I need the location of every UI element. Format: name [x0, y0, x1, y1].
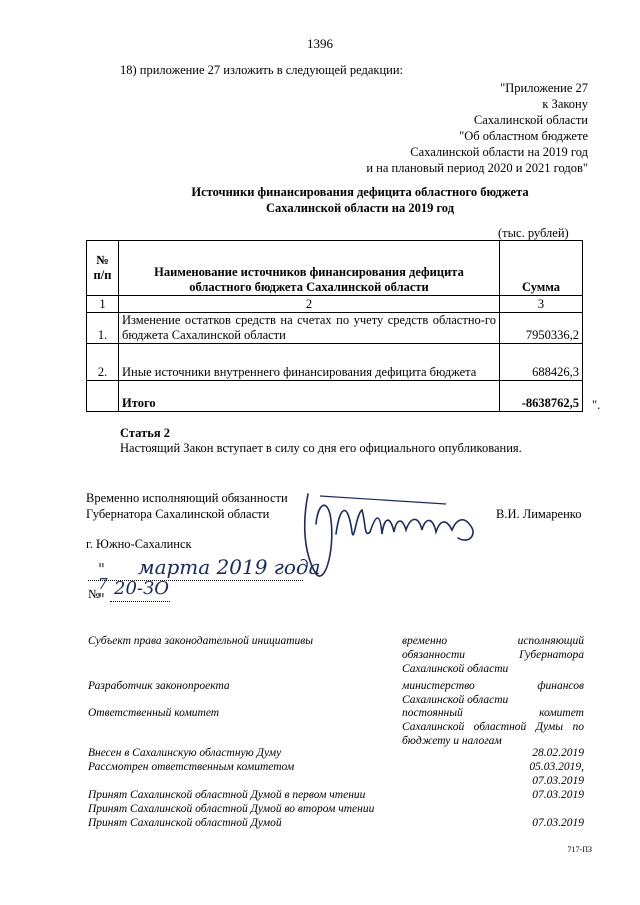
event-label: Внесен в Сахалинскую областную Думу [88, 747, 282, 759]
total-sum: -8638762,5 [500, 381, 583, 412]
row-sum: 7950336,2 [500, 313, 583, 344]
title-line: Источники финансирования дефицита областного бюджета [191, 185, 529, 199]
position-line: Губернатора Сахалинской области [86, 507, 270, 521]
meta-line: обязанности Губернатора [402, 649, 584, 661]
appendix-line: Сахалинской области на 2019 год [410, 145, 588, 159]
page-number: 1396 [307, 36, 333, 51]
doc-number-underline [110, 601, 170, 602]
date-month-year: марта 2019 года [138, 555, 321, 579]
meta-line: Сахалинской области [402, 694, 509, 706]
row-name: Иные источники внутреннего финансирования дефицита бюджета [119, 344, 500, 381]
appendix-line: "Об областном бюджете [459, 129, 588, 143]
row-sum: 688426,3 [500, 344, 583, 381]
article-title: Статья 2 [120, 426, 170, 440]
col-number: 3 [500, 296, 583, 313]
footer-code: 717-ПЗ [567, 845, 592, 854]
meta-line: временно исполняющий [402, 635, 584, 647]
event-date: 07.03.2019 [532, 789, 584, 801]
article-text: Настоящий Закон вступает в силу со дня его официального опубликования. [120, 441, 522, 455]
table-total-row [87, 381, 583, 412]
table-row [87, 344, 583, 381]
date-day: " 7 " [98, 560, 108, 608]
row-name: Изменение остатков средств на счетах по учету средств областно-го бюджета Сахалинской области [119, 313, 500, 344]
subject-value [402, 634, 584, 676]
intro-text: 18) приложение 27 изложить в следующей редакции: [120, 63, 403, 77]
subject-label: Субъект права законодательной инициативы [88, 635, 314, 647]
closing-quote: ". [592, 398, 601, 412]
doc-number-label: № [88, 587, 100, 601]
event-label: Принят Сахалинской областной Думой [88, 817, 282, 829]
document-title [80, 184, 640, 216]
header-num: № п/п [87, 241, 119, 296]
col-number: 1 [87, 296, 119, 313]
event-date: 05.03.2019, [529, 761, 584, 773]
meta-line: постоянный комитет [402, 707, 584, 719]
signature-image [296, 474, 496, 594]
table-header-row [87, 241, 583, 296]
committee-value [402, 706, 584, 748]
header-name: Наименование источников финансирования дефицита областного бюджета Сахалинской области [119, 241, 500, 296]
committee-label: Ответственный комитет [88, 707, 220, 719]
appendix-line: "Приложение 27 [500, 81, 588, 95]
title-line: Сахалинской области на 2019 год [265, 201, 455, 215]
city-label: г. Южно-Сахалинск [86, 537, 192, 551]
financing-table [86, 240, 583, 412]
meta-line: бюджету и налогам [402, 735, 502, 747]
units-label: (тыс. рублей) [498, 226, 569, 240]
developer-label: Разработчик законопроекта [88, 680, 230, 692]
event-date: 07.03.2019 [532, 817, 584, 829]
total-num-cell [87, 381, 119, 412]
event-label: Рассмотрен ответственным комитетом [88, 761, 295, 773]
meta-line: Сахалинской области [402, 663, 509, 675]
table-row [87, 313, 583, 344]
row-num: 2. [87, 344, 119, 381]
governor-position [86, 490, 288, 522]
event-label: Принят Сахалинской областной Думой во втором чтении [88, 803, 375, 815]
meta-line: Сахалинской областной Думы по [402, 721, 584, 733]
column-number-row [87, 296, 583, 313]
governor-name: В.И. Лимаренко [496, 507, 582, 521]
appendix-line: и на плановый период 2020 и 2021 годов" [366, 161, 588, 175]
meta-line: министерство финансов [402, 680, 584, 692]
appendix-header [288, 80, 588, 176]
appendix-line: Сахалинской области [473, 113, 588, 127]
col-number: 2 [119, 296, 500, 313]
position-line: Временно исполняющий обязанности [86, 491, 288, 505]
developer-value [402, 679, 584, 707]
row-num: 1. [87, 313, 119, 344]
event-date: 07.03.2019 [532, 775, 584, 787]
header-sum: Сумма [500, 241, 583, 296]
total-label: Итого [119, 381, 500, 412]
appendix-line: к Закону [542, 97, 588, 111]
event-date: 28.02.2019 [532, 747, 584, 759]
doc-number-value: 20-ЗО [114, 578, 169, 599]
event-label: Принят Сахалинской областной Думой в первом чтении [88, 789, 366, 801]
